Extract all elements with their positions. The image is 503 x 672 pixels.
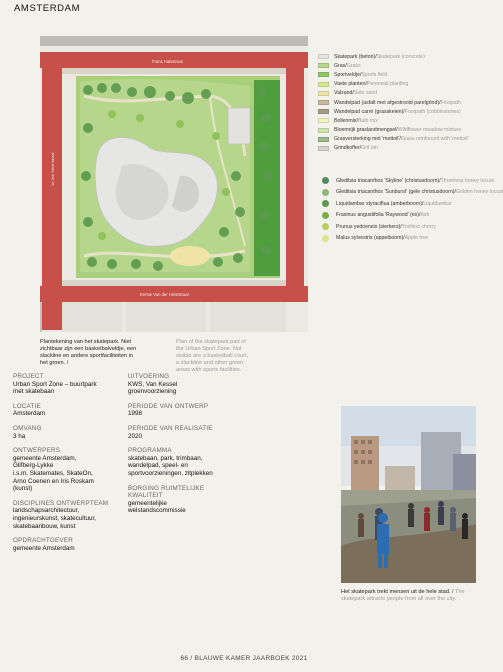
legend-tree-label: Prunus yedoensis (sierkers) bbox=[336, 223, 401, 230]
meta-value-line: (kunst) bbox=[13, 485, 33, 493]
legend-swatch bbox=[318, 72, 329, 77]
legend-label-en: Perennial planting bbox=[366, 81, 409, 88]
plan-caption-en bbox=[176, 339, 251, 374]
legend-label: Sportveldje bbox=[334, 71, 360, 78]
legend-item: Gras / Grass bbox=[318, 61, 484, 70]
meta-value-line: Arno Coenen en Iris Roskam bbox=[13, 477, 94, 485]
legend-label: Wandelpad (asfalt met afgestrooid parelgrind) bbox=[334, 99, 440, 106]
legend-swatch bbox=[318, 63, 329, 68]
plan-caption-nl: Plantekening van het skatepark. Niet zichtbaar zijn een basketbalveldje, een slackline en andere sportfaciliteiten in het groen. / bbox=[40, 339, 137, 367]
meta-value-line: KWS, Van Kessel bbox=[128, 380, 178, 388]
street-label-north: Frans Halsstraat bbox=[152, 59, 183, 64]
meta-label: LOCATIE bbox=[13, 402, 41, 410]
meta-label: OPDRACHTGEVER bbox=[13, 537, 73, 545]
legend-trees bbox=[318, 175, 503, 244]
legend-swatch bbox=[318, 82, 329, 87]
meta-value-line: Amsterdam bbox=[13, 410, 46, 418]
legend-tree-item: Malus sylvestris (appelboom) / Apple tree bbox=[318, 233, 484, 245]
legend-label: Wandelpad carré (grasskeien) bbox=[334, 108, 404, 115]
meta-value-line: gemeente Amsterdam, bbox=[13, 454, 77, 462]
meta-label: BORGING RUIMTELIJKE KWALITEIT bbox=[128, 484, 205, 500]
legend-item: Valzand / Safe sand bbox=[318, 89, 484, 98]
legend-label: Bloemrijk graslandmengsel bbox=[334, 127, 397, 134]
legend-tree-label-en: Yoshino cherry bbox=[401, 223, 436, 230]
meta-value-line: ingenieurskunst, skatecultuur, bbox=[13, 514, 96, 522]
legend-tree-label-en: Thornless honey locust bbox=[440, 177, 494, 184]
legend-tree-label-en: Golden honey locust bbox=[455, 189, 503, 196]
meta-label: PROGRAMMA bbox=[128, 447, 172, 455]
meta-value-line: groenvoorziening bbox=[128, 388, 177, 396]
meta-label: ONTWERPERS bbox=[13, 447, 61, 455]
meta-value-line: i.s.m. Skatemates, SkateOn, bbox=[13, 469, 93, 477]
legend-tree-item: Gleditsia triacanthos 'Sunburst' (gele christusdoorn) / Golden honey locust bbox=[318, 187, 484, 199]
legend-tree-item: Liquidambar styraciflua (amberboom) / Liquidambar bbox=[318, 198, 484, 210]
legend-item: Sportveldje / Sports field bbox=[318, 70, 484, 79]
project-meta-middle bbox=[128, 373, 238, 522]
legend-label-en: Bulb mix bbox=[357, 117, 378, 124]
meta-value bbox=[128, 500, 238, 515]
photo-caption-nl: Het skatepark trekt mensen uit de hele stad. bbox=[341, 589, 451, 595]
legend-label-en: Grass reinforced with 'mettoil' bbox=[400, 136, 469, 143]
meta-value-line: 2020 bbox=[128, 432, 143, 440]
legend-swatch bbox=[318, 91, 329, 96]
meta-value-line: welstandscommissie bbox=[128, 507, 186, 515]
skatepark-photo bbox=[341, 406, 476, 583]
project-meta-left bbox=[13, 373, 121, 559]
meta-value-line: wandelpad, speel- en bbox=[128, 462, 188, 470]
legend-label: Grindkoffer bbox=[334, 145, 360, 152]
tree-symbol-icon bbox=[322, 223, 329, 230]
section-header: AMSTERDAM bbox=[14, 3, 81, 14]
legend-item: Bloemrijk graslandmengsel / Wildflower meadow mixture bbox=[318, 126, 484, 135]
legend-tree-label-en: Ash bbox=[420, 212, 430, 219]
legend-surfaces bbox=[318, 52, 484, 153]
plan-caption-en-text: Plan of the skatepark part of the Urban Sport Zone. Not visible are a basketball court, a slackline and other green areas with sports facilities. bbox=[176, 339, 249, 374]
meta-label: DISCIPLINES ONTWERPTEAM bbox=[13, 499, 109, 507]
tree-symbol-icon bbox=[322, 235, 329, 242]
tree-symbol-icon bbox=[322, 189, 329, 196]
meta-value-line: skatebaanbouw, kunst bbox=[13, 522, 76, 530]
legend-label-en: Grass bbox=[346, 62, 361, 69]
tree-symbol-icon bbox=[322, 200, 329, 207]
legend-label: Vaste planten bbox=[334, 81, 366, 88]
legend-tree-label: Fraxinus angustifolia 'Raywood' (es) bbox=[336, 212, 419, 219]
legend-label-en: Skatepark (concrete) bbox=[376, 53, 425, 60]
legend-label-en: Grit bin bbox=[361, 145, 378, 152]
legend-swatch bbox=[318, 118, 329, 123]
meta-label: OMVANG bbox=[13, 424, 42, 432]
legend-tree-label-en: Liquidambar bbox=[423, 200, 452, 207]
meta-value bbox=[13, 455, 121, 493]
meta-value-line: met skatebaan bbox=[13, 388, 55, 396]
legend-label: Bollenmix bbox=[334, 117, 357, 124]
street-label-west: 1e Jan Steenstraat bbox=[50, 152, 55, 186]
legend-tree-item: Fraxinus angustifolia 'Raywood' (es) / Ash bbox=[318, 210, 484, 222]
meta-value-line: 1998 bbox=[128, 410, 143, 418]
meta-value-line: sportvoorzieningen, zitplekken bbox=[128, 469, 213, 477]
page-footer: 66 / BLAUWE KAMER JAARBOEK 2021 bbox=[180, 655, 308, 662]
legend-swatch bbox=[318, 109, 329, 114]
legend-label-en: Safe sand bbox=[353, 90, 378, 97]
meta-value-line: gemeentelijke bbox=[128, 499, 167, 507]
legend-tree-item: Gleditsia triacanthos 'Skyline' (christusdoorn) / Thornless honey locust bbox=[318, 175, 484, 187]
meta-value bbox=[128, 381, 238, 396]
meta-label: PERIODE VAN REALISATIE bbox=[128, 424, 213, 432]
meta-value bbox=[128, 410, 238, 418]
site-plan bbox=[40, 36, 308, 332]
meta-value-line: 3 ha bbox=[13, 432, 26, 440]
legend-tree-label: Liquidambar styraciflua (amberboom) bbox=[336, 200, 422, 207]
legend-item: Skatepark (beton) / Skatepark (concrete) bbox=[318, 52, 484, 61]
legend-item: Bollenmix / Bulb mix bbox=[318, 116, 484, 125]
meta-value bbox=[13, 507, 121, 530]
tree-symbol-icon bbox=[322, 212, 329, 219]
meta-label: UITVOERING bbox=[128, 373, 170, 380]
legend-label-en: Footpath (cobblestones) bbox=[404, 108, 461, 115]
legend-tree-item: Prunus yedoensis (sierkers) / Yoshino cherry bbox=[318, 221, 484, 233]
legend-label-en: Sports field bbox=[361, 71, 388, 78]
legend-item: Grasversterking met 'mettoil' / Grass reinforced with 'mettoil' bbox=[318, 135, 484, 144]
meta-value bbox=[128, 433, 238, 441]
legend-swatch bbox=[318, 146, 329, 151]
legend-tree-label: Malus sylvestris (appelboom) bbox=[336, 235, 404, 242]
meta-label: PROJECT bbox=[13, 373, 44, 380]
legend-label-en: Wildflower meadow mixture bbox=[397, 127, 462, 134]
meta-value-line: skatebaan, park, trimbaan, bbox=[128, 454, 203, 462]
legend-item: Wandelpad (asfalt met afgestrooid parelgrind) / Footpath bbox=[318, 98, 484, 107]
legend-item: Wandelpad carré (grasskeien) / Footpath (cobblestones) bbox=[318, 107, 484, 116]
legend-item: Grindkoffer / Grit bin bbox=[318, 144, 484, 153]
legend-tree-label-en: Apple tree bbox=[404, 235, 429, 242]
legend-label-en: Footpath bbox=[440, 99, 461, 106]
plan-caption-nl-text: Plantekening van het skatepark. Niet zichtbaar zijn een basketbalveldje, een slackline en andere sportfaciliteiten in het groen. bbox=[40, 339, 137, 367]
street-label-south: Eerste Van der Helststraat bbox=[140, 292, 189, 297]
meta-value bbox=[128, 455, 238, 478]
photo-caption: Het skatepark trekt mensen uit de hele stad. / The skatepark attracts people from all over the city. bbox=[341, 589, 465, 603]
legend-label: Grasversterking met 'mettoil' bbox=[334, 136, 400, 143]
legend-swatch bbox=[318, 100, 329, 105]
meta-value bbox=[13, 433, 121, 441]
photo-caption-en: The skatepark attracts people from all over the city. bbox=[341, 589, 465, 603]
meta-value-line: Glifberg-Lykke bbox=[13, 462, 54, 470]
legend-swatch bbox=[318, 128, 329, 133]
legend-tree-label: Gleditsia triacanthos 'Sunburst' (gele christusdoorn) bbox=[336, 189, 455, 196]
meta-value-line: gemeente Amsterdam bbox=[13, 544, 75, 552]
legend-label: Valzand bbox=[334, 90, 353, 97]
meta-value bbox=[13, 545, 121, 553]
legend-item: Vaste planten / Perennial planting bbox=[318, 80, 484, 89]
meta-value-line: landschapsarchitectuur, bbox=[13, 507, 80, 515]
legend-tree-label: Gleditsia triacanthos 'Skyline' (christusdoorn) bbox=[336, 177, 440, 184]
legend-label: Gras bbox=[334, 62, 346, 69]
tree-symbol-icon bbox=[322, 177, 329, 184]
meta-label: PERIODE VAN ONTWERP bbox=[128, 402, 209, 410]
meta-value bbox=[13, 410, 121, 418]
legend-label: Skatepark (beton) bbox=[334, 53, 376, 60]
meta-value bbox=[13, 381, 121, 396]
meta-value-line: Urban Sport Zone – buurtpark bbox=[13, 380, 97, 388]
legend-swatch bbox=[318, 137, 329, 142]
plan-legend bbox=[318, 52, 503, 244]
legend-swatch bbox=[318, 54, 329, 59]
